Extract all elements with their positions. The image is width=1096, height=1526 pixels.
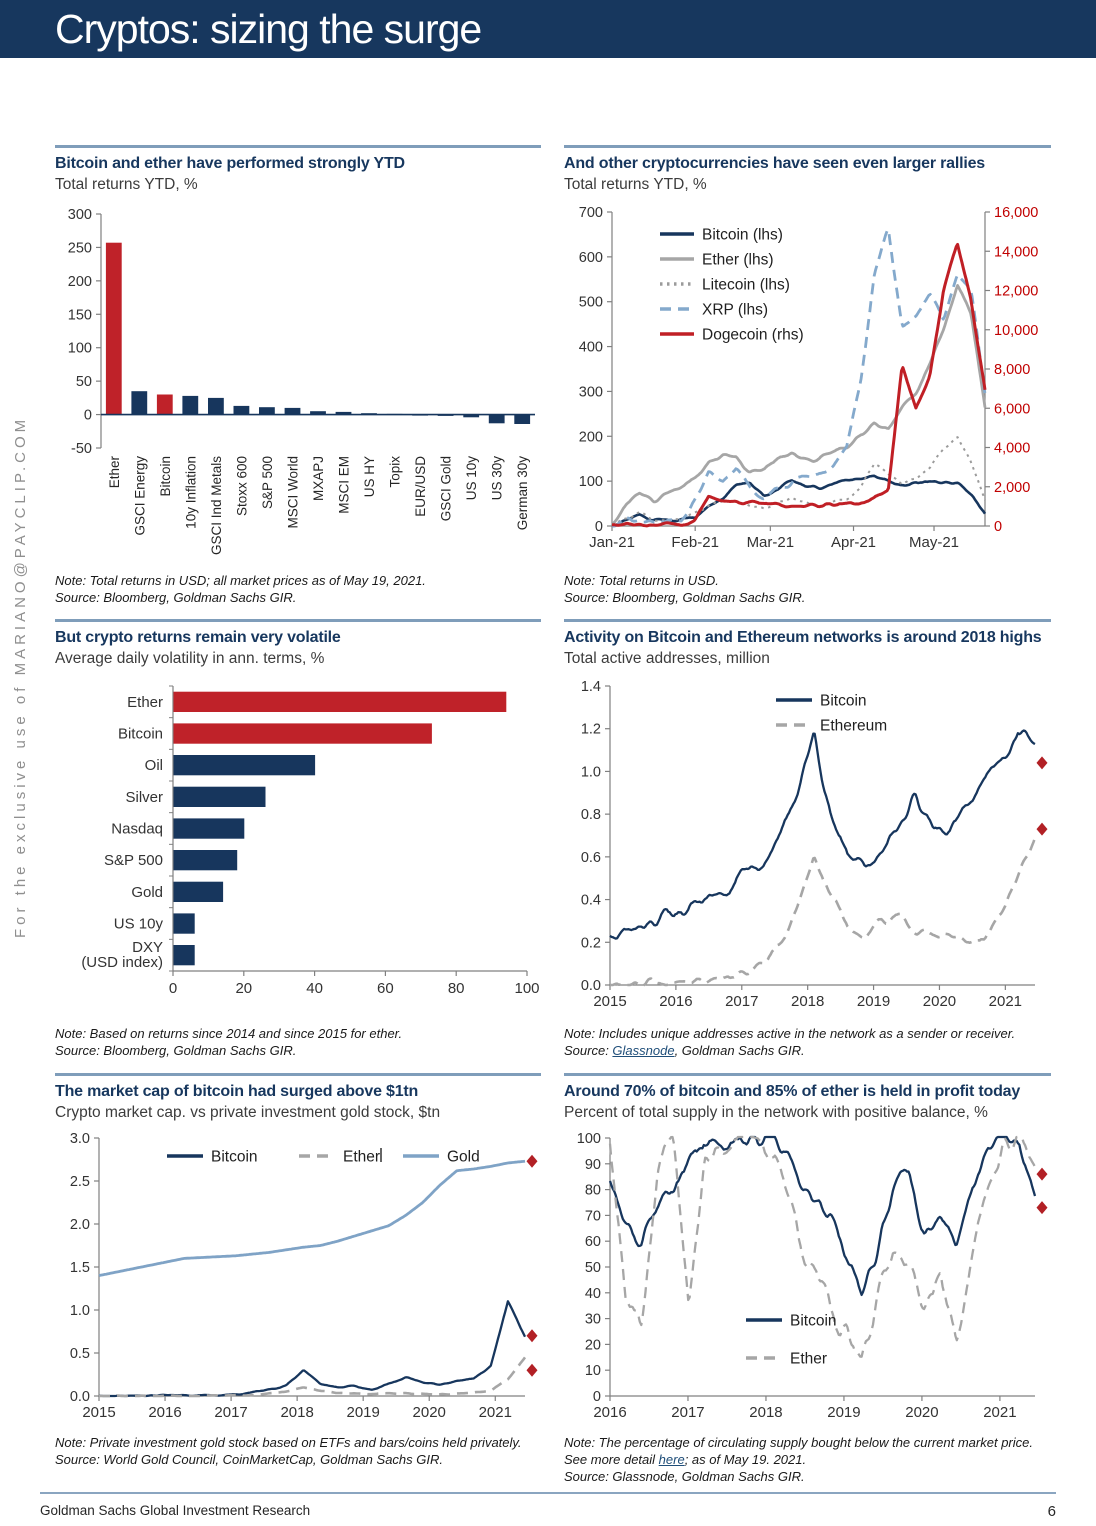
bar-label-gsci-energy: GSCI Energy — [132, 456, 148, 536]
bar-label-us-10y: US 10y — [113, 915, 163, 933]
chart-block-volatility — [55, 619, 541, 1059]
here-link[interactable]: here — [658, 1451, 685, 1467]
active-addresses-line-chart — [564, 674, 1051, 1019]
legend-label-bitcoin: Bitcoin — [211, 1148, 258, 1166]
svg-text:1.5: 1.5 — [69, 1259, 90, 1276]
svg-text:2019: 2019 — [346, 1403, 380, 1421]
latest-value-diamond-marker — [527, 1363, 538, 1376]
series-ether-lhs-line — [612, 286, 985, 526]
bar-label-german-30y: German 30y — [515, 456, 531, 531]
svg-text:2.0: 2.0 — [69, 1216, 90, 1233]
bar-label-topix: Topix — [387, 456, 403, 488]
chart-notes — [55, 1025, 541, 1059]
chart-block-supply-in-profit — [564, 1073, 1051, 1485]
legend — [746, 1312, 837, 1367]
svg-text:90: 90 — [584, 1156, 601, 1173]
latest-value-diamond-marker — [527, 1329, 538, 1342]
svg-text:2020: 2020 — [922, 993, 957, 1011]
but-crypto-returns-remain-very-volatile-canvas — [55, 674, 541, 1019]
legend-label-ether: Ether — [343, 1148, 381, 1166]
chart-notes — [55, 1434, 541, 1468]
bar-10y-inflation — [182, 396, 198, 415]
bar-stoxx-600 — [234, 406, 250, 415]
legend-label-litecoin-lhs: Litecoin (lhs) — [702, 276, 790, 294]
latest-value-diamond-marker — [1037, 757, 1048, 770]
section-divider — [564, 1073, 1051, 1076]
chart-title: But crypto returns remain very volatile — [55, 629, 341, 647]
section-divider — [55, 619, 541, 622]
chart-source: Source: World Gold Council, CoinMarketCap, Goldman Sachs GIR. — [55, 1451, 443, 1467]
svg-text:2016: 2016 — [659, 993, 693, 1011]
svg-text:70: 70 — [584, 1208, 601, 1225]
svg-text:2015: 2015 — [593, 993, 627, 1011]
legend-label-bitcoin-lhs: Bitcoin (lhs) — [702, 226, 783, 244]
svg-text:3.0: 3.0 — [69, 1130, 90, 1147]
svg-text:50: 50 — [75, 374, 92, 391]
svg-text:2017: 2017 — [214, 1403, 248, 1421]
glassnode-link[interactable]: Glassnode — [612, 1043, 675, 1059]
latest-value-diamond-marker — [527, 1154, 538, 1167]
bar-gsci-energy — [131, 391, 147, 414]
svg-text:10: 10 — [584, 1362, 601, 1379]
latest-value-diamond-marker — [1037, 1167, 1048, 1180]
chart-title: Activity on Bitcoin and Ethereum networks is around 2018 highs — [564, 629, 1042, 647]
bar-label-mxapj: MXAPJ — [311, 456, 326, 502]
bar-label-msci-em: MSCI EM — [336, 456, 352, 514]
bar-label-s-p-500: S&P 500 — [104, 852, 163, 870]
axes — [579, 205, 1039, 551]
svg-text:2016: 2016 — [148, 1403, 182, 1421]
svg-text:250: 250 — [67, 240, 92, 257]
svg-text:0.0: 0.0 — [69, 1388, 90, 1405]
bar-label-us-10y: US 10y — [464, 456, 480, 501]
legend-label-ether: Ether — [790, 1350, 828, 1368]
footer-page-number: 6 — [1047, 1503, 1056, 1520]
svg-text:100: 100 — [514, 980, 540, 998]
svg-text:2018: 2018 — [790, 993, 825, 1011]
chart-source: Source: Glassnode, Goldman Sachs GIR. — [564, 1468, 805, 1484]
svg-text:50: 50 — [584, 1259, 601, 1276]
bar-us-30y — [489, 415, 505, 424]
footer-brand: Goldman Sachs Global Investment Research — [40, 1503, 311, 1518]
bar-ether — [174, 692, 507, 712]
chart-block-market-cap — [55, 1073, 541, 1485]
section-divider — [564, 619, 1051, 622]
the-market-cap-of-bitcoin-had-surged-above-1tn-canvas — [55, 1128, 541, 1428]
legend-label-dogecoin-rhs: Dogecoin (rhs) — [702, 326, 804, 344]
svg-text:1.0: 1.0 — [69, 1302, 90, 1319]
svg-text:100: 100 — [576, 1130, 601, 1147]
svg-text:6,000: 6,000 — [994, 401, 1031, 418]
svg-text:Apr-21: Apr-21 — [830, 534, 877, 551]
bar-msci-world — [285, 408, 301, 415]
svg-text:Jan-21: Jan-21 — [589, 534, 635, 551]
svg-text:30: 30 — [584, 1311, 601, 1328]
section-divider — [564, 145, 1051, 148]
bar-label-us-30y: US 30y — [489, 456, 505, 501]
chart-note: Note: Includes unique addresses active in the network as a sender or receiver. — [564, 1026, 1016, 1042]
axes — [70, 1131, 525, 1421]
svg-text:2016: 2016 — [593, 1403, 627, 1421]
svg-text:0: 0 — [994, 519, 1003, 535]
svg-text:2020: 2020 — [412, 1403, 446, 1421]
bar-label-us-hy: US HY — [362, 456, 378, 498]
bar-label-gsci-ind-metals: GSCI Ind Metals — [208, 456, 224, 556]
svg-text:80: 80 — [584, 1182, 601, 1199]
chart-note-detail: See more detail here; as of May 19. 2021. — [564, 1451, 807, 1467]
bar-bitcoin — [174, 724, 432, 744]
svg-text:300: 300 — [578, 384, 603, 401]
legend-label-bitcoin: Bitcoin — [790, 1312, 837, 1330]
exclusive-use-watermark: For the exclusive use of MARIANO@PAYCLIP.COM — [12, 415, 29, 938]
bar-label-dxy: DXY (USD index) — [81, 939, 163, 972]
svg-text:200: 200 — [67, 273, 92, 290]
svg-text:150: 150 — [67, 307, 92, 324]
bar-label-ether: Ether — [106, 456, 122, 489]
and-other-cryptocurrencies-have-seen-even-larger-rallies-canvas — [564, 200, 1051, 566]
bar-label-silver: Silver — [125, 789, 163, 807]
legend-label-ether-lhs: Ether (lhs) — [702, 251, 774, 269]
chart-subtitle: Crypto market cap. vs private investment gold stock, $tn — [55, 1103, 441, 1121]
svg-text:40: 40 — [584, 1285, 601, 1302]
series-gold-line — [99, 1161, 525, 1275]
bar-label-stoxx-600: Stoxx 600 — [234, 456, 250, 517]
svg-text:10,000: 10,000 — [994, 322, 1039, 339]
svg-text:20: 20 — [584, 1337, 601, 1354]
series-bitcoin-line — [99, 1301, 525, 1396]
chart-block-ytd-returns — [55, 145, 541, 606]
bar-label-eur-usd: EUR/USD — [413, 456, 429, 517]
svg-text:400: 400 — [578, 339, 603, 356]
axes — [68, 207, 101, 457]
chart-title: Bitcoin and ether have performed strongly YTD — [55, 155, 405, 172]
chart-note: Note: The percentage of circulating supply bought below the current market price. — [564, 1434, 1033, 1450]
bar-bitcoin — [157, 395, 173, 415]
svg-text:0: 0 — [594, 519, 603, 535]
svg-text:0.4: 0.4 — [580, 892, 601, 909]
chart-title: The market cap of bitcoin had surged above $1tn — [55, 1082, 419, 1100]
ytd-returns-bar-chart — [55, 200, 541, 566]
svg-text:8,000: 8,000 — [994, 362, 1031, 378]
svg-text:May-21: May-21 — [908, 534, 960, 551]
svg-text:2015: 2015 — [82, 1403, 116, 1421]
svg-text:2020: 2020 — [905, 1403, 939, 1421]
legend — [776, 693, 887, 735]
svg-text:2019: 2019 — [827, 1403, 861, 1421]
bar-label-ether: Ether — [127, 694, 163, 712]
svg-text:700: 700 — [578, 205, 603, 221]
series-bitcoin-line — [610, 731, 1035, 939]
svg-text:2,000: 2,000 — [994, 479, 1031, 496]
bar-label-msci-world: MSCI World — [285, 456, 301, 529]
svg-text:2018: 2018 — [749, 1403, 783, 1421]
bar-label-nasdaq: Nasdaq — [111, 820, 163, 838]
latest-value-diamond-marker — [1037, 1201, 1048, 1214]
chart-subtitle: Average daily volatility in ann. terms, % — [55, 650, 325, 668]
svg-text:2017: 2017 — [671, 1403, 705, 1421]
svg-text:0: 0 — [592, 1388, 601, 1405]
chart-block-crypto-rallies — [564, 145, 1051, 606]
series-bitcoin-lhs-line — [612, 476, 985, 526]
legend — [660, 227, 804, 344]
chart-subtitle: Total returns YTD, % — [564, 176, 707, 193]
legend-label-gold: Gold — [447, 1148, 480, 1166]
bar-s-p-500 — [174, 850, 238, 870]
svg-text:2021: 2021 — [478, 1403, 512, 1421]
legend — [167, 1148, 480, 1166]
svg-text:600: 600 — [578, 249, 603, 266]
chart-notes — [564, 1025, 1051, 1059]
charts-grid — [0, 145, 1096, 1498]
section-divider — [55, 145, 541, 148]
svg-text:Feb-21: Feb-21 — [671, 534, 719, 551]
svg-text:60: 60 — [584, 1233, 601, 1250]
svg-text:14,000: 14,000 — [994, 244, 1039, 261]
svg-text:0: 0 — [168, 980, 178, 998]
market-cap-line-chart — [55, 1128, 541, 1428]
svg-text:16,000: 16,000 — [994, 205, 1039, 221]
chart-subtitle: Total returns YTD, % — [55, 176, 198, 193]
legend-label-bitcoin: Bitcoin — [820, 692, 867, 710]
svg-text:1.0: 1.0 — [580, 764, 601, 781]
bar-oil — [174, 755, 316, 775]
svg-text:2018: 2018 — [280, 1403, 314, 1421]
bar-label-gold: Gold — [131, 884, 163, 902]
svg-text:100: 100 — [578, 474, 603, 491]
svg-text:2021: 2021 — [983, 1403, 1017, 1421]
crypto-rallies-line-chart — [564, 200, 1051, 566]
bar-us-10y — [174, 914, 195, 934]
chart-notes — [55, 572, 541, 606]
chart-block-active-addresses — [564, 619, 1051, 1059]
bar-label-s-p-500: S&P 500 — [259, 456, 275, 510]
chart-subtitle: Total active addresses, million — [564, 650, 770, 668]
series-bitcoin-line — [610, 1137, 1035, 1295]
svg-text:40: 40 — [306, 980, 323, 998]
svg-text:20: 20 — [235, 980, 253, 998]
chart-source: Source: Bloomberg, Goldman Sachs GIR. — [564, 590, 806, 606]
bar-nasdaq — [174, 819, 245, 839]
section-divider — [55, 1073, 541, 1076]
svg-text:2017: 2017 — [725, 993, 759, 1011]
legend-label-ethereum: Ethereum — [820, 717, 888, 735]
bar-label-bitcoin: Bitcoin — [157, 456, 173, 497]
svg-text:2.5: 2.5 — [69, 1173, 90, 1190]
svg-text:0.2: 0.2 — [580, 935, 601, 952]
chart-source: Source: Glassnode, Goldman Sachs GIR. — [564, 1043, 805, 1059]
volatility-barh-chart — [55, 674, 541, 1019]
activity-on-bitcoin-and-ethereum-networks-is-around-2018-highs-canvas — [564, 674, 1051, 1019]
bar-label-oil: Oil — [144, 757, 163, 775]
axes — [581, 679, 1035, 1010]
svg-text:0.0: 0.0 — [580, 978, 601, 995]
bar-ether — [106, 243, 122, 415]
chart-notes — [564, 1434, 1051, 1485]
svg-text:4,000: 4,000 — [994, 440, 1031, 457]
chart-source: Source: Bloomberg, Goldman Sachs GIR. — [55, 1043, 297, 1059]
page-title: Cryptos: sizing the surge — [55, 6, 482, 52]
svg-text:0.8: 0.8 — [580, 807, 601, 824]
svg-text:12,000: 12,000 — [994, 283, 1039, 300]
chart-title: And other cryptocurrencies have seen even larger rallies — [564, 155, 985, 172]
chart-subtitle: Percent of total supply in the network with positive balance, % — [564, 1103, 988, 1121]
chart-notes — [564, 572, 1051, 606]
legend-label-xrp-lhs: XRP (lhs) — [702, 301, 769, 319]
svg-text:1.2: 1.2 — [580, 722, 601, 739]
chart-source: Source: Bloomberg, Goldman Sachs GIR. — [55, 590, 297, 606]
chart-title: Around 70% of bitcoin and 85% of ether is held in profit today — [564, 1082, 1021, 1100]
page-header-bar — [0, 0, 1096, 58]
latest-value-diamond-marker — [1037, 823, 1048, 836]
svg-text:1.4: 1.4 — [580, 679, 601, 696]
svg-text:200: 200 — [578, 429, 603, 446]
svg-text:500: 500 — [578, 294, 603, 311]
svg-text:Mar-21: Mar-21 — [746, 534, 795, 551]
bar-label-gsci-gold: GSCI Gold — [438, 456, 454, 522]
chart-note: Note: Total returns in USD; all market prices as of May 19, 2021. — [55, 573, 426, 588]
bar-german-30y — [514, 415, 530, 424]
chart-note: Note: Private investment gold stock based on ETFs and bars/coins held privately. — [55, 1434, 522, 1450]
svg-text:0.5: 0.5 — [69, 1345, 90, 1362]
bar-gsci-ind-metals — [208, 398, 224, 415]
bar-gold — [174, 882, 224, 902]
chart-note: Note: Based on returns since 2014 and since 2015 for ether. — [55, 1026, 403, 1042]
svg-text:2021: 2021 — [988, 993, 1023, 1011]
svg-text:80: 80 — [447, 980, 465, 998]
svg-text:2019: 2019 — [856, 993, 891, 1011]
bar-label-bitcoin: Bitcoin — [117, 725, 163, 743]
bar-dxy — [174, 945, 195, 965]
page-footer — [40, 1492, 1056, 1520]
svg-text:0: 0 — [83, 407, 92, 424]
chart-note: Note: Total returns in USD. — [564, 573, 719, 588]
bar-silver — [174, 787, 266, 807]
svg-text:0.6: 0.6 — [580, 850, 601, 867]
svg-text:-50: -50 — [71, 441, 92, 457]
svg-text:300: 300 — [67, 207, 92, 223]
bitcoin-and-ether-have-performed-strongly-ytd-canvas — [55, 200, 541, 566]
bar-s-p-500 — [259, 407, 275, 414]
around-70-of-bitcoin-and-85-of-ether-is-held-in-profit-today-canvas — [564, 1128, 1051, 1428]
series-ethereum-line — [610, 838, 1035, 985]
supply-in-profit-line-chart — [564, 1128, 1051, 1428]
svg-text:60: 60 — [377, 980, 394, 998]
bar-label-10y-inflation: 10y Inflation — [183, 456, 199, 529]
svg-text:100: 100 — [67, 340, 92, 357]
axes — [577, 1131, 1035, 1421]
